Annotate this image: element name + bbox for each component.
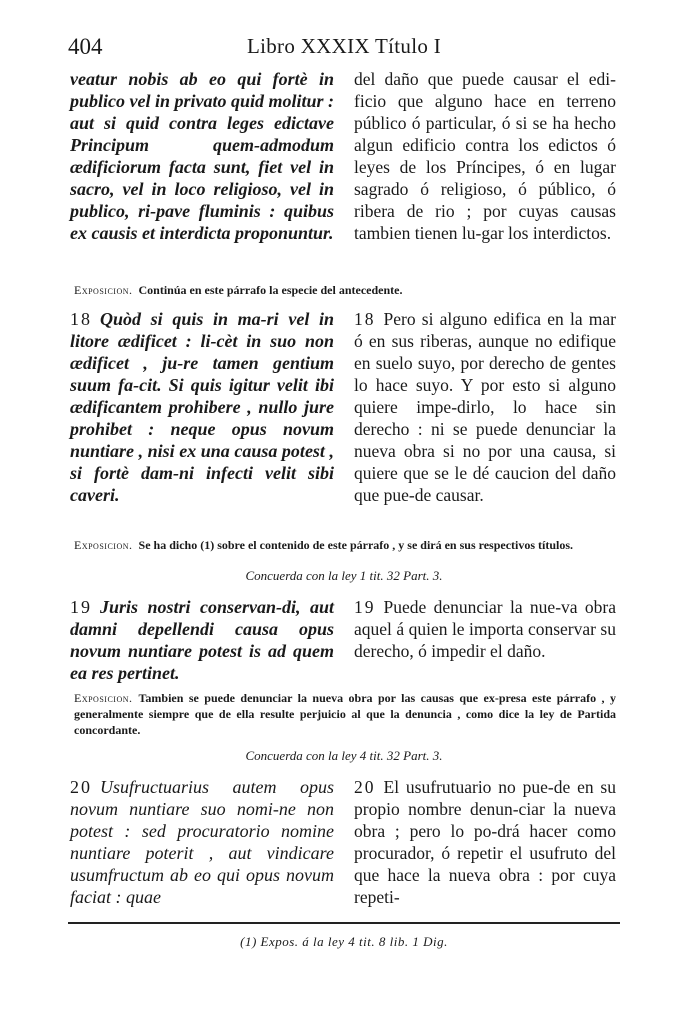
spanish-text-block-4 xyxy=(354,776,616,908)
latin-paragraph-text: Quòd si quis in ma-ri vel in litore ædificet : li-cèt in suo non ædificet , ju-re tamen gentium suum fa-cit. Si quis igitur velit ibi ædificantem prohibere , nullo jure prohibet : neque opus novum nuntiare , nisi ex una causa potest , si fortè dam-ni infecti velit sibi caveri. xyxy=(70,309,334,505)
exposicion-text: Se ha dicho (1) sobre el contenido de este párrafo , y se dirá en sus respectivos títulos. xyxy=(138,538,574,552)
paragraph-number: 20 xyxy=(70,777,92,797)
latin-text-block-1: veatur nobis ab eo qui fortè in publico vel in privato quid molitur : aut si quid contra leges edictave Principum quem-admodum ædificiorum facta sunt, fiet vel in sacro, vel in loco religioso, vel in publico, ri-pave fluminis : quibus ex causis et interdicta proponuntur. xyxy=(70,69,335,243)
paragraph-number: 18 xyxy=(354,309,376,329)
spanish-paragraph-text: Pero si alguno edifica en la mar ó en sus riberas, aunque no edifique en suelo suyo, por derecho de gentes lo hace suyo. Y por esto si alguno quiere impe-dirlo, lo hace sin derecho : ni se puede denunciar la nueva obra si no por una causa, si quiere que se le dé caucion del daño que pue-de causar. xyxy=(354,309,616,505)
paragraph-number: 20 xyxy=(354,777,376,797)
spanish-paragraph-text: Puede denunciar la nue-va obra aquel á quien le importa conservar su derecho, ó impedir el daño. xyxy=(354,597,616,661)
latin-paragraph-text: Juris nostri conservan-di, aut damni depellendi causa opus novum nuntiare potest is ad quem ea res pertinet. xyxy=(70,597,334,683)
page-number: 404 xyxy=(68,34,103,59)
exposicion-label: Exposicion. xyxy=(74,691,133,705)
spanish-paragraph-text: El usufrutuario no pue-de en su propio nombre denun-ciar la nueva obra ; pero lo po-drá hacer como procurador, ó repetir el usufruto del que hace la nueva obra : por cuya repeti- xyxy=(354,777,616,907)
spanish-text-block-3 xyxy=(354,596,616,662)
spanish-text-block-2 xyxy=(354,308,616,506)
exposicion-label: Exposicion. xyxy=(74,283,133,297)
exposicion-2 xyxy=(74,537,616,553)
exposicion-text: Continúa en este párrafo la especie del antecedente. xyxy=(138,283,403,297)
spanish-text-block-1: del daño que puede causar el edi-ficio que alguno hace en terreno público ó particular, ó si se ha hecho algun edificio contra los edictos ó leyes de los Príncipes, ó en lugar sagrado ó religioso, ó público, ó ribera de rio ; por cuyas causas tambien tienen lu-gar los interdictos. xyxy=(354,69,616,243)
latin-paragraph-text: Usufructuarius autem opus novum nuntiare suo nomi-ne non potest : sed procuratorio nomine nuntiare poterit , aut vindicare usumfructum ab eo qui opus novum faciat : quae xyxy=(70,777,334,907)
running-title: Libro XXXIX Título I xyxy=(246,34,441,58)
exposicion-1 xyxy=(74,282,616,298)
exposicion-text: Tambien se puede denunciar la nueva obra por las causas que ex-presa este párrafo , y generalmente siempre que de ella resulte perjuicio al que la denuncia , como dice la ley de Partida concordante. xyxy=(74,691,616,737)
latin-text-block-3 xyxy=(70,596,334,684)
paragraph-number: 19 xyxy=(70,597,92,617)
paragraph-number: 18 xyxy=(70,309,92,329)
footnote-rule xyxy=(68,922,620,924)
concordance-note-1: Concuerda con la ley 1 tit. 32 Part. 3. xyxy=(245,568,443,583)
latin-text-block-4 xyxy=(70,776,334,908)
page-header xyxy=(68,34,620,64)
concordance-note-2: Concuerda con la ley 4 tit. 32 Part. 3. xyxy=(245,748,443,763)
footnote: (1) Expos. á la ley 4 tit. 8 lib. 1 Dig. xyxy=(240,934,448,949)
latin-text-block-2 xyxy=(70,308,334,506)
exposicion-3 xyxy=(74,690,616,738)
exposicion-label: Exposicion. xyxy=(74,538,133,552)
paragraph-number: 19 xyxy=(354,597,376,617)
